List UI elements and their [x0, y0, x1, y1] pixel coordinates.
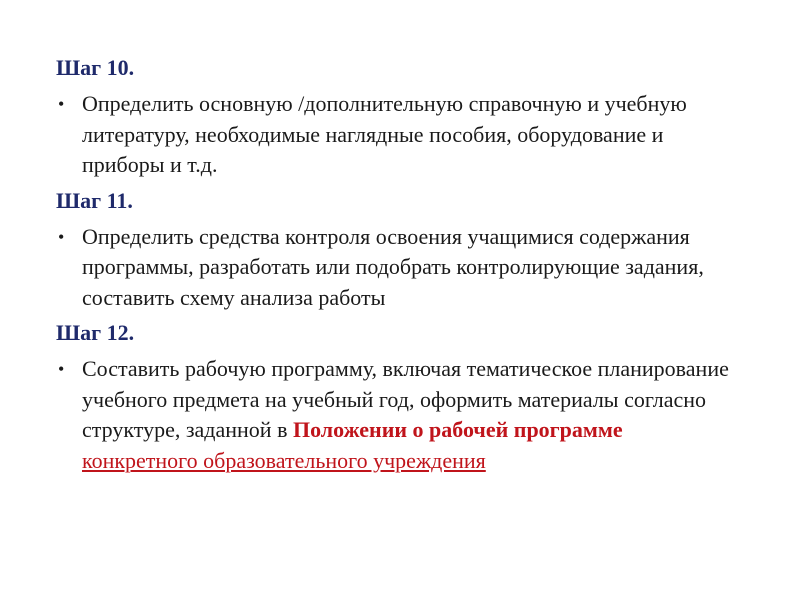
bullet-text: Составить рабочую программу, включая тематическое планирование учебного предмета на учебный год, оформить материалы согласно структуре, заданной в — [82, 356, 729, 442]
bullet-text: Определить основную /дополнительную справочную и учебную литературу, необходимые наглядные пособия, оборудование и приборы и т.д. — [82, 91, 687, 177]
step-11 — [56, 185, 736, 314]
step-heading: Шаг 11. — [56, 187, 133, 213]
bullet-item — [56, 89, 736, 181]
regulation-title: Положении о рабочей программе — [292, 417, 623, 442]
slide-content — [56, 52, 736, 480]
step-12 — [56, 317, 736, 476]
bullet-item — [56, 354, 736, 476]
bullet-text: Определить средства контроля освоения учащимися содержания программы, разработать или подобрать контролирующие задания, составить схему анализа работы — [82, 223, 704, 310]
bullet-icon: • — [58, 226, 65, 247]
bullet-icon: • — [58, 359, 65, 379]
institution-link[interactable]: конкретного образовательного учреждения — [82, 447, 486, 473]
step-heading: Шаг 12. — [56, 320, 135, 345]
step-10 — [56, 52, 736, 181]
bullet-item — [56, 222, 736, 314]
step-heading: Шаг 10. — [56, 55, 135, 80]
bullet-icon: • — [58, 94, 65, 114]
